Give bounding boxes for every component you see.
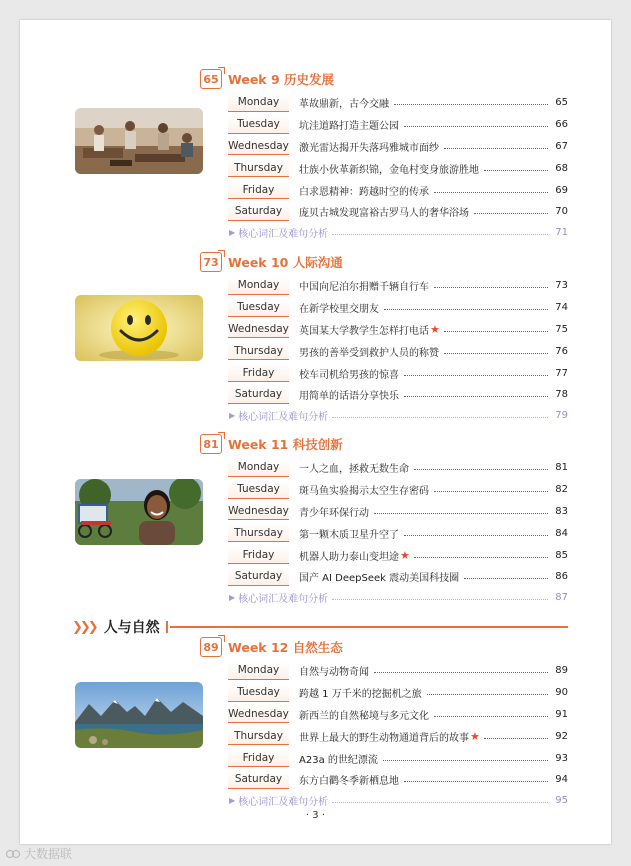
article-title-text: 壮族小伙革新织锦，金龟村变身旅游胜地 <box>299 164 479 176</box>
article-title <box>299 482 430 497</box>
article-title-text: 新西兰的自然秘境与多元文化 <box>299 710 429 722</box>
article-title <box>299 772 400 787</box>
star-icon: ★ <box>470 729 480 743</box>
page-number: 77 <box>555 367 568 379</box>
toc-entry[interactable] <box>228 319 568 341</box>
article-title-text: 跨越 1 万千米的挖掘机之旅 <box>299 689 422 701</box>
article-title <box>299 204 470 219</box>
article-title-text: 革故鼎新，古今交融 <box>299 99 389 111</box>
article-title <box>299 707 430 722</box>
dot-leader <box>434 491 548 492</box>
week-12-photo <box>75 682 203 748</box>
day-label: Tuesday <box>228 684 289 702</box>
page-number: 66 <box>555 119 568 131</box>
dot-leader <box>484 170 548 171</box>
toc-entry[interactable] <box>228 201 568 223</box>
start-page-badge: 81 <box>200 434 222 454</box>
article-title <box>299 387 400 402</box>
page-number: 89 <box>555 665 568 677</box>
page-number: 85 <box>555 549 568 561</box>
article-title-text: 在新学校里交朋友 <box>299 304 379 316</box>
vocab-entry[interactable] <box>228 407 568 425</box>
article-title-text: 坑洼道路打造主题公园 <box>299 121 399 133</box>
toc-entry[interactable] <box>228 566 568 588</box>
dot-leader <box>383 760 548 761</box>
day-label: Friday <box>228 546 289 564</box>
article-title-text: 激光雷达揭开失落玛雅城市面纱 <box>299 142 439 154</box>
day-label: Monday <box>228 662 289 680</box>
page-number: 74 <box>555 302 568 314</box>
start-page-badge: 89 <box>200 637 222 657</box>
day-label: Saturday <box>228 771 289 789</box>
vocab-label: 核心词汇及难句分析 <box>238 229 329 241</box>
watermark-logo-icon <box>6 848 20 860</box>
week-heading <box>200 251 343 273</box>
article-title <box>299 569 460 584</box>
dot-leader <box>332 599 548 600</box>
star-icon: ★ <box>400 548 410 562</box>
page-number: 90 <box>555 687 568 699</box>
page-number: 83 <box>555 505 568 517</box>
article-title <box>299 161 480 176</box>
vocab-entry[interactable] <box>228 224 568 242</box>
article-title <box>299 526 400 541</box>
star-icon: ★ <box>430 322 440 336</box>
triangle-right-icon: ▶ <box>229 228 236 238</box>
page-number: 76 <box>555 345 568 357</box>
dot-leader <box>332 802 548 803</box>
week-11-photo <box>75 479 203 545</box>
day-label: Wednesday <box>228 502 289 520</box>
girl-portrait-image <box>75 479 203 545</box>
article-title-text: 国产 AI DeepSeek 震动美国科技圈 <box>299 573 460 585</box>
article-title-text: 校车司机给男孩的惊喜 <box>299 369 399 381</box>
toc-entry[interactable] <box>228 682 568 704</box>
article-title <box>299 300 380 315</box>
article-title-text: 中国向尼泊尔捐赠千辆自行车 <box>299 282 429 294</box>
page-number: 92 <box>555 730 568 742</box>
week-title: Week 12 自然生态 <box>228 640 343 655</box>
triangle-right-icon: ▶ <box>229 593 236 603</box>
toc-entry[interactable] <box>228 179 568 201</box>
week-heading <box>200 636 343 658</box>
dot-leader <box>444 331 548 332</box>
toc-entry[interactable] <box>228 479 568 501</box>
contents-page <box>20 20 611 844</box>
toc-entry[interactable] <box>228 725 568 747</box>
dot-leader <box>394 104 548 105</box>
page-number: 70 <box>555 206 568 218</box>
page-number: 82 <box>555 484 568 496</box>
day-label: Monday <box>228 277 289 295</box>
article-title-text: A23a 的世纪漂流 <box>299 754 378 766</box>
day-label: Tuesday <box>228 299 289 317</box>
dot-leader <box>374 513 548 514</box>
article-title <box>299 322 440 337</box>
article-title <box>299 278 430 293</box>
article-title-text: 男孩的善举受到救护人员的称赞 <box>299 347 439 359</box>
vocab-label: 核心词汇及难句分析 <box>238 797 329 809</box>
article-title-text: 东方白鹳冬季新栖息地 <box>299 776 399 788</box>
day-label: Wednesday <box>228 705 289 723</box>
day-label: Saturday <box>228 386 289 404</box>
watermark <box>6 845 72 862</box>
day-label: Tuesday <box>228 481 289 499</box>
start-page-badge: 73 <box>200 252 222 272</box>
toc-entry[interactable] <box>228 769 568 791</box>
dot-leader <box>444 353 548 354</box>
page-number: 87 <box>555 592 568 604</box>
day-label: Thursday <box>228 159 289 177</box>
page-number: 68 <box>555 162 568 174</box>
dot-leader <box>404 535 548 536</box>
dot-leader <box>427 694 548 695</box>
dot-leader <box>404 375 548 376</box>
toc-entry[interactable] <box>228 457 568 479</box>
article-title <box>299 344 440 359</box>
toc-entry[interactable] <box>228 660 568 682</box>
triangle-right-icon: ▶ <box>229 796 236 806</box>
page-number: 84 <box>555 527 568 539</box>
vocab-entry[interactable] <box>228 589 568 607</box>
toc-entry[interactable] <box>228 544 568 566</box>
dot-leader <box>374 672 548 673</box>
day-label: Wednesday <box>228 320 289 338</box>
week-heading <box>200 433 343 455</box>
day-list <box>228 275 568 425</box>
week-title: Week 11 科技创新 <box>228 437 343 452</box>
article-title <box>299 183 430 198</box>
page-number: 73 <box>555 280 568 292</box>
article-title <box>299 95 390 110</box>
article-title-text: 自然与动物奇闻 <box>299 667 369 679</box>
day-label: Monday <box>228 459 289 477</box>
toc-entry[interactable] <box>228 340 568 362</box>
article-title <box>299 548 410 563</box>
page-number: 71 <box>555 227 568 239</box>
dot-leader <box>404 126 548 127</box>
article-title-text: 机器人助力泰山变坦途 <box>299 551 399 563</box>
dot-leader <box>414 469 548 470</box>
dot-leader <box>434 287 548 288</box>
chevrons-right-icon: ❯❯❯ <box>72 619 96 635</box>
dot-leader <box>404 781 548 782</box>
article-title <box>299 504 370 519</box>
week-heading <box>200 68 334 90</box>
toc-entry[interactable] <box>228 747 568 769</box>
dot-leader <box>464 578 548 579</box>
article-title-text: 斑马鱼实验揭示太空生存密码 <box>299 486 429 498</box>
dot-leader <box>414 557 548 558</box>
article-title-text: 一人之血，拯救无数生命 <box>299 464 409 476</box>
article-title <box>299 751 379 766</box>
article-title <box>299 139 440 154</box>
article-title-text: 庞贝古城发现富裕古罗马人的奢华浴场 <box>299 208 469 220</box>
article-title-text: 青少年环保行动 <box>299 507 369 519</box>
week-title: Week 9 历史发展 <box>228 72 335 87</box>
page-number: 95 <box>555 795 568 807</box>
day-label: Monday <box>228 94 289 112</box>
day-label: Tuesday <box>228 116 289 134</box>
toc-entry[interactable] <box>228 501 568 523</box>
day-label: Friday <box>228 364 289 382</box>
article-title-text: 英国某大学教学生怎样打电话 <box>299 325 429 337</box>
article-title-text: 白求恩精神：跨越时空的传承 <box>299 186 429 198</box>
page-number: 94 <box>555 774 568 786</box>
vocab-label: 核心词汇及难句分析 <box>238 594 329 606</box>
part-title: 人与自然 <box>103 620 160 636</box>
smiley-image <box>75 295 203 361</box>
day-label: Thursday <box>228 524 289 542</box>
dot-leader <box>332 417 548 418</box>
toc-entry[interactable] <box>228 362 568 384</box>
article-title-text: 用简单的话语分享快乐 <box>299 391 399 403</box>
day-label: Friday <box>228 749 289 767</box>
toc-entry[interactable] <box>228 384 568 406</box>
day-label: Saturday <box>228 203 289 221</box>
watermark-text: 大数据联 <box>24 847 73 861</box>
page-number: 79 <box>555 410 568 422</box>
toc-entry[interactable] <box>228 522 568 544</box>
vocab-entry[interactable] <box>228 792 568 810</box>
dot-leader <box>434 716 548 717</box>
article-title <box>299 117 400 132</box>
week-10-photo <box>75 295 203 361</box>
page-number: 75 <box>555 323 568 335</box>
page-number: 81 <box>555 462 568 474</box>
toc-entry[interactable] <box>228 157 568 179</box>
page-number: 91 <box>555 708 568 720</box>
page-number: 69 <box>555 184 568 196</box>
day-label: Friday <box>228 181 289 199</box>
dot-leader <box>434 192 548 193</box>
toc-entry[interactable] <box>228 704 568 726</box>
article-title <box>299 460 410 475</box>
day-list <box>228 457 568 607</box>
day-label: Thursday <box>228 342 289 360</box>
toc-entry[interactable] <box>228 114 568 136</box>
toc-entry[interactable] <box>228 92 568 114</box>
day-list <box>228 660 568 810</box>
article-title <box>299 729 480 744</box>
page-number: 93 <box>555 752 568 764</box>
dot-leader <box>474 213 548 214</box>
page-number: 65 <box>555 97 568 109</box>
part-rule <box>170 626 568 628</box>
day-label: Thursday <box>228 727 289 745</box>
article-title-text: 世界上最大的野生动物通道背后的故事 <box>299 732 469 744</box>
toc-entry[interactable] <box>228 136 568 158</box>
page-folio: · 3 · <box>305 810 326 821</box>
article-title <box>299 685 423 700</box>
dot-leader <box>332 234 548 235</box>
dot-leader <box>404 396 548 397</box>
toc-entry[interactable] <box>228 297 568 319</box>
page-number: 78 <box>555 389 568 401</box>
day-label: Wednesday <box>228 137 289 155</box>
dot-leader <box>384 309 548 310</box>
dot-leader <box>444 148 548 149</box>
article-title <box>299 663 370 678</box>
fjord-landscape-image <box>75 682 203 748</box>
part-divider-bar <box>166 621 168 633</box>
article-title-text: 第一颗木质卫星升空了 <box>299 529 399 541</box>
day-label: Saturday <box>228 568 289 586</box>
start-page-badge: 65 <box>200 69 222 89</box>
article-title <box>299 366 400 381</box>
dot-leader <box>484 738 548 739</box>
day-list <box>228 92 568 242</box>
part-heading <box>72 617 568 637</box>
toc-entry[interactable] <box>228 275 568 297</box>
week-9-photo <box>75 108 203 174</box>
excavation-image <box>75 108 203 174</box>
vocab-label: 核心词汇及难句分析 <box>238 412 329 424</box>
triangle-right-icon: ▶ <box>229 411 236 421</box>
page-number: 67 <box>555 140 568 152</box>
page-number: 86 <box>555 571 568 583</box>
week-title: Week 10 人际沟通 <box>228 255 343 270</box>
